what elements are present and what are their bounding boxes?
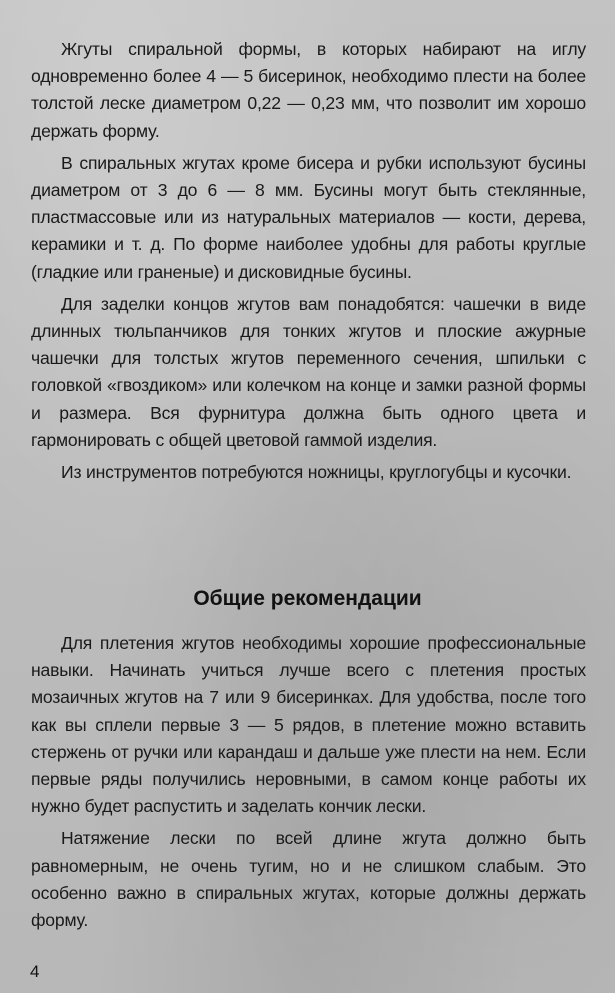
page-number: 4 bbox=[30, 962, 40, 981]
section-text-block bbox=[31, 630, 586, 939]
paragraph: Натяжение лески по всей длине жгута должно быть равномерным, не очень тугим, но и не слишком слабым. Это особенно важно в спиральных жгутах, которые должны держать форму. bbox=[31, 828, 586, 931]
section-heading: Общие рекомендации bbox=[193, 587, 422, 610]
paragraph: В спиральных жгутах кроме бисера и рубки используют бусины диаметром от 3 до 6 — 8 мм. Бусины могут быть стеклянные, пластмассовые или из натуральных материалов — кости, дерева, керамики и т. д. По форме наиболее удобны для работы круглые (гладкие или граненые) и дисковидные бусины. bbox=[31, 152, 586, 282]
paragraph: Для плетения жгутов необходимы хорошие профессиональные навыки. Начинать учиться лучше всего с плетения простых мозаичных жгутов на 7 или 9 бисеринках. Для удобства, после того как вы сплели первые 3 — 5 рядов, в плетение можно вставить стержень от ручки или карандаш и дальше уже плести на нем. Если первые ряды получились неровными, в самом конце работы их нужно будет распустить и заделать кончик лески. bbox=[31, 633, 586, 817]
intro-text-block bbox=[31, 36, 586, 491]
paragraph: Жгуты спиральной формы, в которых набирают на иглу одновременно более 4 — 5 бисеринок, необходимо плести на более толстой леске диаметром 0,22 — 0,23 мм, что позволит им хорошо держать форму. bbox=[31, 39, 586, 141]
paragraph: Из инструментов потребуются ножницы, круглогубцы и кусочки. bbox=[61, 462, 572, 483]
paragraph: Для заделки концов жгутов вам понадобятся: чашечки в виде длинных тюльпанчиков для тонких жгутов и плоские ажурные чашечки для толстых жгутов переменного сечения, шпильки с головкой «гвоздиком» или колечком на конце и замки разной формы и размера. Вся фурнитура должна быть одного цвета и гармонировать с общей цветовой гаммой изделия. bbox=[31, 293, 586, 450]
